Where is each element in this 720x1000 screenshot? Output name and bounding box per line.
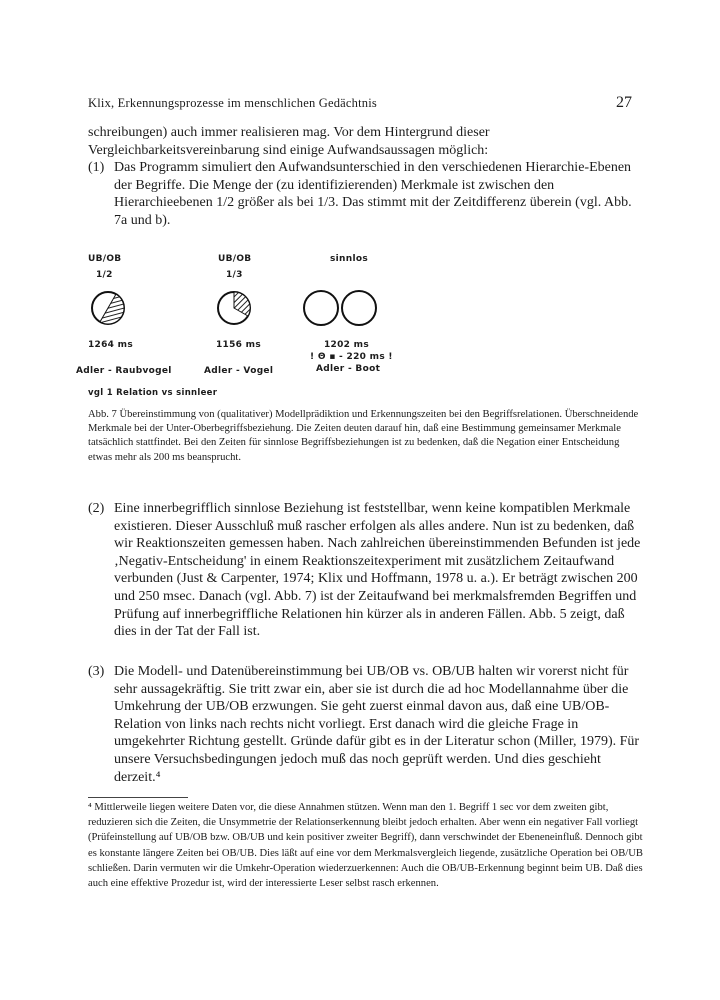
panel-2-title: UB/OB bbox=[218, 254, 252, 264]
footnote: ⁴ Mittlerweile liegen weitere Daten vor, die diese Annahmen stützen. Wenn man den 1. Begriff 1 sec vor dem zweiten gibt, reduzieren sich die Zeiten, die Unsymmetrie der Relationserkennung bleibt jedoch erhalten. Aber wenn ein negativer Fall vorliegt (Prüfeinstellung auf UB/OB bzw. OB/UB und kein positiver zweiter Begriff), dann verschwindet der Ebeneneinfluß. Dennoch gibt es konstante längere Zeiten bei OB/UB. Dies läßt auf eine vor dem Merkmalsvergleich liegende, zusätzliche Operation bei OB/UB schließen. Darin vermuten wir die Umkehr-Operation wiederzuerkennen: Auch die OB/UB-Erkennung beginnt beim UB. Daß dies auch eine effektive Prozedur ist, wird der interessierte Leser selbst rasch erkennen. bbox=[88, 802, 643, 890]
two-disjoint-circles-icon bbox=[300, 286, 380, 330]
figure-caption: Abb. 7 Übereinstimmung von (qualitativer) Modellprädiktion und Erkennungszeiten bei den Begriffsrelationen. Überschneidende Merkmale bei der Unter-Oberbegriffsbeziehung. Die Zeiten deuten darauf hin, daß eine Bestimmung gemeinsamer Merkmale tatsächlich stattfindet. Bei den Zeiten für sinnlose Begriffsbeziehungen ist zu bedenken, daß die Negation einer Entscheidung etwas mehr als 200 ms beansprucht. bbox=[88, 409, 639, 463]
figure-7 bbox=[76, 252, 488, 400]
hatched-third-circle-icon bbox=[214, 288, 254, 328]
item-number: (1) bbox=[88, 160, 105, 176]
panel-3-title: sinnlos bbox=[330, 254, 368, 264]
page-header bbox=[88, 94, 632, 112]
panel-1-example: Adler - Raubvogel bbox=[76, 366, 172, 376]
item-number: (2) bbox=[88, 501, 105, 516]
panel-1-ratio: 1/2 bbox=[96, 270, 113, 280]
panel-3-example: Adler - Boot bbox=[316, 364, 381, 374]
panel-3-time: 1202 ms bbox=[324, 340, 370, 350]
panel-3-formula: ! Θ ▪ - 220 ms ! bbox=[310, 352, 393, 362]
item-text: Das Programm simuliert den Aufwandsunterschied in den verschiedenen Hierarchie-Ebenen der Begriffe. Die Menge der (zu identifizierenden) Merkmale ist zwischen den Hierarchieebenen 1/2 größer als bei 1/3. Das stimmt mit der Zeitdifferenz überein (vgl. Abb. 7a und b). bbox=[114, 160, 632, 228]
panel-1-time: 1264 ms bbox=[88, 340, 134, 350]
item-text: Die Modell- und Datenübereinstimmung bei UB/OB vs. OB/UB halten wir vorerst nicht für sehr aussagekräftig. Sie tritt zwar ein, aber sie ist durch die ad hoc Modellannahme über die Umkehrung der UB/OB erzwungen. Sie geht zuerst einmal davon aus, daß eine UB/OB-Relation von links nach rechts nicht vorliegt. Erst danach wird die gleiche Frage in umgekehrter Richtung gestellt. Gründe dafür gibt es in der Literatur schon (Miller, 1979). Für unsere Versuchsbedingungen jedoch muß das noch geprüft werden. Und dies geschieht derzeit.⁴ bbox=[114, 664, 640, 785]
item-number: (3) bbox=[88, 664, 105, 679]
panel-1-title: UB/OB bbox=[88, 254, 122, 264]
numbered-item-2 bbox=[88, 500, 644, 641]
intro-block bbox=[88, 124, 644, 230]
panel-2-example: Adler - Vogel bbox=[204, 366, 274, 376]
numbered-item-1 bbox=[88, 159, 644, 229]
footnote-rule bbox=[88, 797, 188, 798]
panel-2-time: 1156 ms bbox=[216, 340, 262, 350]
figure-footer: vgl 1 Relation vs sinnleer bbox=[88, 388, 218, 398]
page-number: 27 bbox=[616, 94, 632, 111]
intro-paragraph: schreibungen) auch immer realisieren mag. Vor dem Hintergrund dieser Vergleichbarkeitsvereinbarung sind einige Aufwandsaussagen möglich: bbox=[88, 125, 490, 158]
running-title: Klix, Erkennungsprozesse im menschlichen Gedächtnis bbox=[88, 96, 377, 110]
panel-2-ratio: 1/3 bbox=[226, 270, 243, 280]
numbered-item-3 bbox=[88, 663, 644, 786]
hatched-half-circle-icon bbox=[88, 288, 128, 328]
item-text: Eine innerbegrifflich sinnlose Beziehung ist feststellbar, wenn keine kompatiblen Merkmale existieren. Dieser Ausschluß muß rascher erfolgen als alles andere. Nun ist zu bedenken, daß wir Reaktionszeiten gemessen haben. Nach zahlreichen übereinstimmenden Befunden ist jede ‚Negativ-Entscheidung' in einem Reaktionszeitexperiment mit zusätzlichem Zeitaufwand verbunden (Just & Carpenter, 1974; Klix und Hoffmann, 1978 u. a.). Er beträgt zwischen 200 und 250 msec. Danach (vgl. Abb. 7) ist der Zeitaufwand bei merkmalsfremden Begriffen und Prüfung auf innerbegriffliche Relationen hin kürzer als in anderen Fällen. Abb. 5 zeigt, daß dies in der Tat der Fall ist. bbox=[114, 501, 641, 640]
